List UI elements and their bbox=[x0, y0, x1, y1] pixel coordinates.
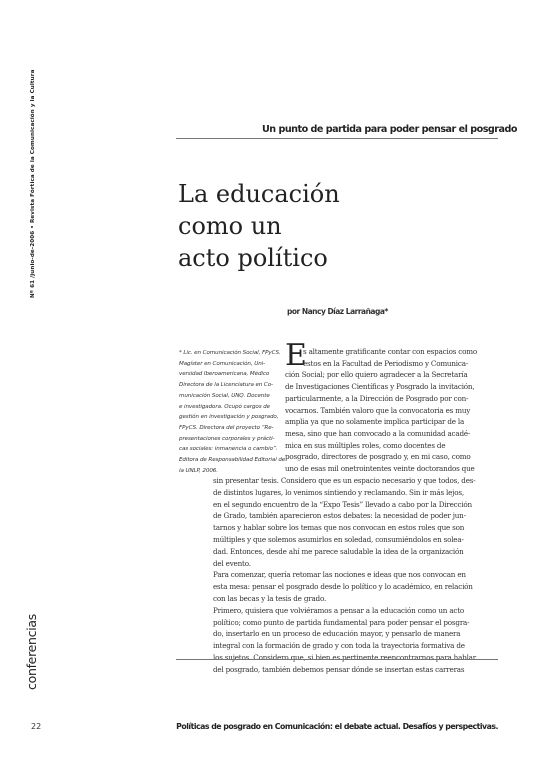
drop-cap: E bbox=[285, 338, 307, 373]
footnote-line: versidad Iberoamericana, Médico bbox=[179, 371, 270, 378]
footer-title: Políticas de posgrado en Comunicación: el debate actual. Desafíos y perspectivas. bbox=[176, 722, 498, 731]
section-heading: Un punto de partida para poder pensar el posgrado bbox=[262, 124, 517, 135]
body-line: en el segundo encuentro de la “Expo Tesis” llevado a cabo por la Dirección bbox=[213, 499, 472, 509]
body-line: estos en la Facultad de Periodismo y Comunica- bbox=[303, 358, 469, 368]
body-line: esta mesa: pensar el posgrado desde lo político y lo académico, en relación bbox=[213, 582, 473, 592]
footer-divider bbox=[176, 659, 498, 660]
footnote-line: la UNLP, 2006. bbox=[179, 467, 218, 474]
body-line: do, insertarlo en un proceso de educación mayor, y pensarlo de manera bbox=[213, 629, 461, 639]
body-line: del posgrado, también debemos pensar dónde se insertan estas carreras bbox=[213, 664, 465, 674]
page-number: 22 bbox=[31, 722, 42, 731]
body-line: amplia ya que no solamente implica participar de la bbox=[285, 417, 465, 427]
body-line: múltiples y que solemos asumirlos en soledad, consumiéndolos en solea- bbox=[213, 534, 464, 544]
body-line: sin presentar tesis. Considero que es un espacio necesario y que todos, des- bbox=[213, 476, 476, 485]
body-line: Para comenzar, quería retomar las nociones e ideas que nos convocan en bbox=[213, 570, 466, 580]
body-line: s altamente gratificante contar con espacios como bbox=[303, 347, 477, 356]
body-line: uno de esas mil onetrointentes veinte doctorandos que bbox=[285, 464, 475, 473]
footnote-line: Magíster en Comunicación, Uni- bbox=[179, 360, 266, 367]
body-line: dad. Entonces, desde ahí me parece saludable la idea de la organización bbox=[213, 546, 464, 556]
body-line: de Grado, también aparecieron estos debates: la necesidad de poder jun- bbox=[213, 511, 466, 521]
article-title bbox=[178, 178, 438, 274]
section-side-label bbox=[24, 612, 42, 692]
footnote-line: municación Social, UNQ. Docente bbox=[179, 392, 270, 399]
author-byline: por Nancy Díaz Larrañaga* bbox=[287, 307, 388, 316]
footnote-line: presentaciones corporales y prácti- bbox=[179, 435, 275, 442]
article-title-line: La educación bbox=[178, 180, 340, 208]
body-line: político; como punto de partida fundamental para poder pensar el posgra- bbox=[213, 617, 470, 627]
body-line: mesa, sino que han convocado a la comunidad acadé- bbox=[285, 428, 471, 438]
body-line: integral con la formación de grado y con toda la trayectoria formativa de bbox=[213, 641, 465, 651]
journal-running-head-text: Nº 61 /junio-de-2006 • Revista Fórtica de la Comunicación y la Cultura bbox=[30, 69, 36, 298]
footnote-line: e investigadora. Ocupó cargos de bbox=[179, 403, 271, 410]
body-text-wide bbox=[213, 475, 476, 676]
footnote-line: FPyCS. Directora del proyecto “Re- bbox=[179, 424, 274, 431]
body-line: particularmente, a la Dirección de Posgrado por con- bbox=[285, 393, 469, 403]
author-footnote bbox=[179, 348, 286, 476]
journal-running-head bbox=[30, 68, 40, 298]
body-line: con las becas y la tesis de grado. bbox=[213, 593, 327, 603]
footnote-line: gestión en investigación y posgrado, bbox=[179, 414, 279, 421]
body-line: tarnos y hablar sobre los temas que nos convocan en estos roles que son bbox=[213, 523, 465, 533]
footnote-line: cas sociales: inmanencia o cambio”. bbox=[179, 446, 278, 453]
body-line: de Investigaciones Científicas y Posgrado la invitación, bbox=[285, 382, 475, 392]
body-line: ción Social; por ello quiero agradecer a la Secretaría bbox=[285, 370, 468, 380]
footnote-line: Directora de la Licenciatura en Co- bbox=[179, 382, 273, 389]
section-side-label-text: conferencias bbox=[24, 614, 39, 690]
body-line: mica en sus múltiples roles, como docentes de bbox=[285, 440, 446, 450]
body-line: de distintos lugares, lo venimos sintiendo y reclamando. Sin ir más lejos, bbox=[213, 487, 464, 497]
article-title-line: como un bbox=[178, 212, 282, 240]
body-line: del evento. bbox=[213, 558, 251, 568]
body-line: posgrado, directores de posgrado y, en mi caso, como bbox=[285, 452, 471, 462]
section-divider bbox=[176, 138, 498, 139]
article-title-line: acto político bbox=[178, 244, 328, 272]
footnote-line: * Lic. en Comunicación Social, FPyCS. bbox=[179, 350, 281, 356]
footnote-line: Editora de Responsabilidad Editorial de bbox=[179, 457, 286, 464]
body-line: vocarnos. También valoro que la convocatoria es muy bbox=[285, 405, 471, 415]
body-line: los sujetos. Considero que, si bien es pertinente reencontrarnos para hablar bbox=[213, 652, 477, 662]
body-line: Primero, quisiera que volviéramos a pensar a la educación como un acto bbox=[213, 605, 465, 615]
